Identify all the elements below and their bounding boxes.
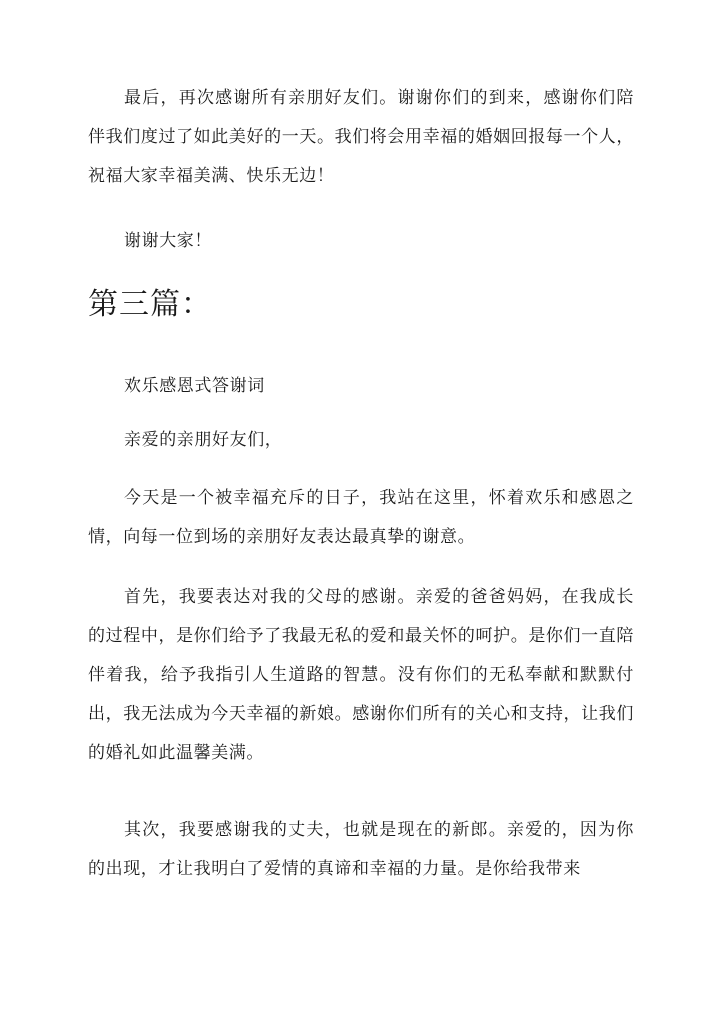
paragraph-speech-title: 欢乐感恩式答谢词: [124, 376, 265, 396]
paragraph-parents-thanks: 首先，我要表达对我的父母的感谢。亲爱的爸爸妈妈，在我成长的过程中，是你们给予了我最无私的爱和最关怀的呵护。是你们一直陪伴着我，给予我指引人生道路的智慧。没有你们的无私奉献和默默付出，我无法成为今天幸福的新娘。感谢你们所有的关心和支持，让我们的婚礼如此温馨美满。: [88, 587, 634, 763]
paragraph-thank-all: 谢谢大家！: [124, 231, 212, 251]
paragraph-husband-thanks: 其次，我要感谢我的丈夫，也就是现在的新郎。亲爱的，因为你的出现，才让我明白了爱情的真谛和幸福的力量。是你给我带来: [88, 820, 634, 879]
paragraph-greeting: 亲爱的亲朋好友们，: [124, 430, 283, 450]
section-heading: 第三篇：: [88, 287, 212, 322]
paragraph-intro: 今天是一个被幸福充斥的日子，我站在这里，怀着欢乐和感恩之情，向每一位到场的亲朋好友表达最真挚的谢意。: [88, 488, 634, 547]
paragraph-closing-thanks: 最后，再次感谢所有亲朋好友们。谢谢你们的到来，感谢你们陪伴我们度过了如此美好的一天。我们将会用幸福的婚姻回报每一个人，祝福大家幸福美满、快乐无边！: [88, 88, 634, 186]
